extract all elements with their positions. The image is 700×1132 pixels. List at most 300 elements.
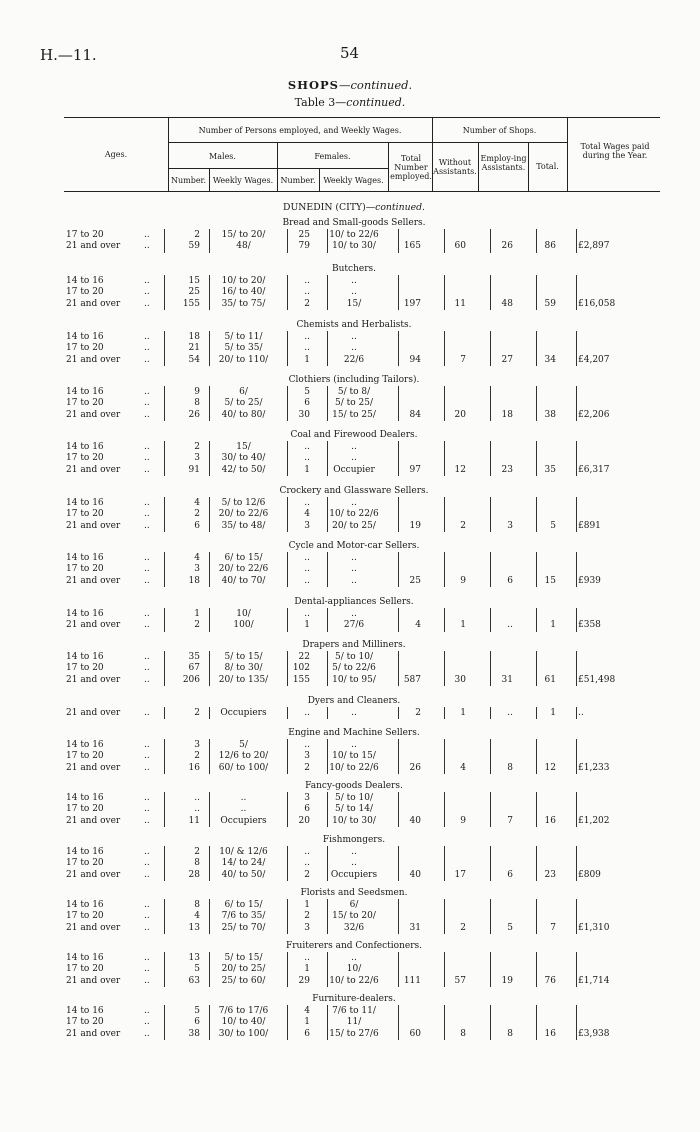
male-wages: 25/ to 60/: [221, 975, 266, 986]
column-rule: [164, 707, 165, 719]
male-wages: 20/ to 22/6: [218, 509, 269, 520]
age-range: 14 to 16: [66, 900, 104, 910]
table-row: [0, 553, 700, 564]
table-row: [0, 953, 700, 964]
column-rule: [398, 608, 399, 632]
col-without-assistants: Without Assistants.: [433, 158, 477, 176]
table-row: [0, 343, 700, 354]
column-rule: [444, 952, 445, 987]
shops-employing-assistants: 6: [507, 575, 513, 586]
column-rule: [209, 651, 210, 686]
leader-dots: ..: [144, 498, 150, 508]
column-rule: [164, 331, 165, 366]
column-rule: [327, 1005, 328, 1040]
category-totals-row: [0, 465, 700, 476]
shops-employing-assistants: 31: [501, 674, 513, 685]
table-row: [0, 793, 700, 804]
female-wages: ..: [351, 575, 357, 586]
male-wages: 10/ to 20/: [221, 276, 266, 286]
column-rule: [164, 275, 165, 310]
male-wages: 30/ to 40/: [221, 453, 266, 464]
column-rule: [444, 651, 445, 686]
age-range: 17 to 20: [66, 751, 104, 762]
column-rule: [536, 1005, 537, 1040]
male-wages: 8/ to 30/: [224, 663, 263, 674]
leader-dots: ..: [144, 708, 150, 718]
column-rule: [398, 386, 399, 421]
male-number: 3: [194, 740, 200, 750]
male-number: 2: [194, 620, 200, 631]
leader-dots: ..: [144, 509, 150, 520]
leader-dots: ..: [144, 230, 150, 240]
male-wages: 40/ to 50/: [221, 869, 266, 880]
column-rule: [536, 608, 537, 632]
shops-without-assistants: 20: [454, 409, 466, 420]
column-rule: [287, 1005, 288, 1040]
column-rule: [444, 792, 445, 827]
female-wages: ..: [351, 609, 357, 619]
col-female-wages: Weekly Wages.: [323, 176, 384, 185]
female-wages: 10/ to 95/: [332, 674, 376, 685]
column-rule: [444, 552, 445, 587]
table-row: [0, 398, 700, 409]
age-range: 14 to 16: [66, 276, 104, 286]
column-rule: [327, 899, 328, 934]
female-wages: 15/ to 27/6: [329, 1028, 379, 1039]
female-number: 1: [304, 354, 310, 365]
total-employed: 94: [409, 354, 421, 365]
table-row: [0, 609, 700, 620]
col-persons-group: Number of Persons employed, and Weekly Wages.: [198, 126, 402, 135]
female-number: ..: [304, 276, 310, 286]
column-rule: [576, 275, 577, 310]
table-row: [0, 276, 700, 287]
column-rule: [444, 497, 445, 532]
column-rule: [536, 441, 537, 476]
shops-total: 12: [544, 762, 556, 773]
category-heading: Dental-appliances Sellers.: [294, 597, 414, 607]
male-wages: 60/ to 100/: [218, 762, 269, 773]
shops-total: 76: [544, 975, 556, 986]
column-rule: [287, 441, 288, 476]
table-row: [0, 442, 700, 453]
age-range: 21 and over: [66, 520, 121, 531]
female-number: ..: [304, 343, 310, 354]
male-number: 4: [194, 498, 200, 508]
male-number: 18: [188, 575, 200, 586]
female-wages: ..: [351, 343, 357, 354]
column-rule: [209, 792, 210, 827]
female-number: 3: [304, 922, 310, 933]
column-rule: [327, 739, 328, 774]
category-totals-row: [0, 299, 700, 310]
age-range: 21 and over: [66, 575, 121, 586]
table-row: [0, 1006, 700, 1017]
column-rule: [164, 846, 165, 881]
female-number: ..: [304, 953, 310, 963]
table-row: [0, 1017, 700, 1028]
column-rule: [327, 386, 328, 421]
column-rule: [164, 651, 165, 686]
male-number: 16: [188, 762, 200, 773]
male-wages: 48/: [236, 241, 251, 252]
female-wages: ..: [351, 498, 357, 508]
male-number: 206: [182, 674, 200, 685]
column-rule: [209, 1005, 210, 1040]
column-rule: [444, 229, 445, 253]
column-rule: [164, 229, 165, 253]
city-name: DUNEDIN (CITY): [283, 202, 366, 213]
column-rule: [490, 651, 491, 686]
female-number: 3: [304, 751, 310, 762]
female-wages: ..: [351, 708, 357, 718]
female-number: ..: [304, 287, 310, 298]
female-number: 25: [298, 230, 310, 240]
column-rule: [576, 608, 577, 632]
leader-dots: ..: [144, 241, 150, 252]
category-heading: Drapers and Milliners.: [302, 640, 406, 650]
leader-dots: ..: [144, 740, 150, 750]
shops-total: 34: [544, 354, 556, 365]
male-number: ..: [194, 793, 200, 803]
male-number: 4: [194, 911, 200, 922]
column-rule: [209, 739, 210, 774]
female-wages: ..: [351, 276, 357, 286]
leader-dots: ..: [144, 900, 150, 910]
female-number: 2: [304, 869, 310, 880]
column-rule: [444, 707, 445, 719]
title-cont: —continued.: [338, 78, 413, 92]
female-wages: 10/ to 22/6: [329, 762, 379, 773]
table-row: [0, 858, 700, 869]
total-employed: 587: [403, 674, 421, 685]
male-number: 8: [194, 900, 200, 910]
female-number: ..: [304, 575, 310, 586]
age-range: 14 to 16: [66, 1006, 104, 1016]
column-rule: [444, 846, 445, 881]
male-wages: 5/ to 35/: [224, 343, 263, 354]
male-wages: 5/ to 15/: [224, 652, 263, 662]
category-heading: Bread and Small-goods Sellers.: [282, 218, 426, 228]
male-wages: 16/ to 40/: [221, 287, 266, 298]
column-rule: [209, 229, 210, 253]
total-employed: 97: [409, 464, 421, 475]
female-wages: 15/ to 20/: [332, 911, 376, 922]
female-wages: 22/6: [343, 354, 365, 365]
table-subtitle: [0, 96, 700, 109]
city-cont: —continued.: [365, 202, 425, 213]
category-heading: Butchers.: [332, 264, 376, 274]
female-wages: 32/6: [343, 922, 365, 933]
category-totals-row: [0, 620, 700, 631]
age-range: 14 to 16: [66, 498, 104, 508]
column-rule: [444, 275, 445, 310]
total-wages: £16,058: [578, 298, 616, 309]
column-rule: [490, 739, 491, 774]
age-range: 17 to 20: [66, 1017, 104, 1028]
male-number: 38: [188, 1028, 200, 1039]
female-number: 22: [298, 652, 310, 662]
male-wages: 40/ to 70/: [221, 575, 266, 586]
female-number: 20: [298, 815, 310, 826]
leader-dots: ..: [144, 276, 150, 286]
table-row: [0, 230, 700, 241]
column-rule: [536, 331, 537, 366]
category-heading: Crockery and Glassware Sellers.: [279, 486, 429, 496]
leader-dots: ..: [144, 575, 150, 586]
column-rule: [490, 497, 491, 532]
shops-employing-assistants: 8: [507, 762, 513, 773]
shops-total: 38: [544, 409, 556, 420]
shops-without-assistants: 9: [460, 575, 466, 586]
male-number: 6: [194, 1017, 200, 1028]
shops-without-assistants: 2: [460, 922, 466, 933]
column-rule: [576, 739, 577, 774]
female-number: 1: [304, 620, 310, 631]
shops-employing-assistants: 6: [507, 869, 513, 880]
table-label: Table 3: [294, 96, 336, 109]
shops-total: 5: [550, 520, 556, 531]
male-number: 25: [188, 287, 200, 298]
leader-dots: ..: [144, 975, 150, 986]
female-number: 1: [304, 900, 310, 910]
shops-without-assistants: 7: [460, 354, 466, 365]
female-number: 79: [298, 241, 310, 252]
column-rule: [327, 552, 328, 587]
column-rule: [287, 792, 288, 827]
column-rule: [327, 331, 328, 366]
male-wages: 7/6 to 17/6: [218, 1006, 269, 1016]
column-rule: [287, 275, 288, 310]
table-row: [0, 453, 700, 464]
column-rule: [576, 792, 577, 827]
total-wages: £2,897: [578, 241, 610, 252]
column-rule: [576, 441, 577, 476]
leader-dots: ..: [144, 953, 150, 963]
leader-dots: ..: [144, 442, 150, 452]
total-employed: 165: [403, 241, 421, 252]
male-wages: 5/ to 25/: [224, 398, 263, 409]
column-rule: [398, 552, 399, 587]
column-rule: [327, 707, 328, 719]
column-rule: [576, 846, 577, 881]
leader-dots: ..: [144, 1006, 150, 1016]
column-rule: [490, 899, 491, 934]
male-number: 26: [188, 409, 200, 420]
male-number: 2: [194, 708, 200, 718]
male-wages: 30/ to 100/: [218, 1028, 269, 1039]
female-wages: ..: [351, 740, 357, 750]
column-rule: [490, 552, 491, 587]
column-rule: [576, 899, 577, 934]
column-rule: [209, 552, 210, 587]
female-wages: ..: [351, 953, 357, 963]
male-number: 18: [188, 332, 200, 342]
table-row: [0, 751, 700, 762]
shops-without-assistants: 60: [454, 241, 466, 252]
column-rule: [164, 441, 165, 476]
column-rule: [444, 331, 445, 366]
female-wages: 27/6: [343, 620, 365, 631]
column-rule: [576, 1005, 577, 1040]
age-range: 21 and over: [66, 464, 121, 475]
col-ages: Ages.: [104, 150, 128, 159]
column-rule: [398, 707, 399, 719]
category-totals-row: [0, 1029, 700, 1040]
leader-dots: ..: [144, 298, 150, 309]
leader-dots: ..: [144, 332, 150, 342]
female-number: 4: [304, 1006, 310, 1016]
male-wages: 25/ to 70/: [221, 922, 266, 933]
category-heading: Fruiterers and Confectioners.: [286, 941, 422, 951]
column-rule: [287, 707, 288, 719]
male-number: 13: [188, 953, 200, 963]
leader-dots: ..: [144, 793, 150, 803]
male-number: 67: [188, 663, 200, 674]
female-number: 1: [304, 1017, 310, 1028]
age-range: 17 to 20: [66, 564, 104, 575]
column-rule: [490, 331, 491, 366]
age-range: 21 and over: [66, 708, 121, 718]
age-range: 17 to 20: [66, 663, 104, 674]
category-heading: Chemists and Herbalists.: [296, 320, 412, 330]
column-rule: [444, 386, 445, 421]
column-rule: [398, 792, 399, 827]
age-range: 14 to 16: [66, 652, 104, 662]
category-totals-row: [0, 763, 700, 774]
male-number: 13: [188, 922, 200, 933]
shops-employing-assistants: 19: [501, 975, 513, 986]
leader-dots: ..: [144, 652, 150, 662]
shops-total: 7: [550, 922, 556, 933]
male-wages: 35/ to 48/: [221, 520, 266, 531]
column-rule: [490, 386, 491, 421]
column-rule: [164, 792, 165, 827]
female-number: ..: [304, 564, 310, 575]
female-number: 3: [304, 520, 310, 531]
total-employed: 25: [409, 575, 421, 586]
female-wages: ..: [351, 553, 357, 563]
shops-without-assistants: 11: [454, 298, 466, 309]
age-range: 21 and over: [66, 674, 121, 685]
age-range: 21 and over: [66, 975, 121, 986]
column-rule: [287, 552, 288, 587]
female-wages: 15/ to 25/: [332, 409, 376, 420]
column-rule: [209, 275, 210, 310]
column-rule: [398, 952, 399, 987]
age-range: 17 to 20: [66, 509, 104, 520]
male-number: 11: [188, 815, 200, 826]
column-rule: [398, 497, 399, 532]
male-number: 3: [194, 453, 200, 464]
age-range: 14 to 16: [66, 553, 104, 563]
female-number: ..: [304, 740, 310, 750]
female-number: 30: [298, 409, 310, 420]
table-row: [0, 847, 700, 858]
column-rule: [209, 608, 210, 632]
column-rule: [327, 792, 328, 827]
leader-dots: ..: [144, 1028, 150, 1039]
column-rule: [327, 229, 328, 253]
shops-total: 16: [544, 1028, 556, 1039]
column-rule: [398, 739, 399, 774]
leader-dots: ..: [144, 922, 150, 933]
age-range: 17 to 20: [66, 343, 104, 354]
female-number: ..: [304, 609, 310, 619]
shops-without-assistants: 9: [460, 815, 466, 826]
leader-dots: ..: [144, 287, 150, 298]
column-rule: [287, 608, 288, 632]
table-title: [0, 78, 700, 92]
column-rule: [536, 229, 537, 253]
shops-total: 59: [544, 298, 556, 309]
table-row: [0, 387, 700, 398]
page-header-left: H.—11.: [40, 46, 97, 64]
column-rule: [576, 707, 577, 719]
column-rule: [287, 739, 288, 774]
leader-dots: ..: [144, 387, 150, 397]
male-number: ..: [194, 804, 200, 815]
leader-dots: ..: [144, 409, 150, 420]
shops-without-assistants: 1: [460, 708, 466, 718]
total-wages: £1,310: [578, 922, 610, 933]
total-wages: £2,206: [578, 409, 610, 420]
shops-total: 15: [544, 575, 556, 586]
total-employed: 31: [409, 922, 421, 933]
shops-without-assistants: 2: [460, 520, 466, 531]
female-wages: Occupiers: [330, 869, 378, 880]
female-number: 1: [304, 964, 310, 975]
leader-dots: ..: [144, 751, 150, 762]
column-rule: [444, 441, 445, 476]
col-male-number: Number.: [170, 176, 207, 185]
shops-without-assistants: 8: [460, 1028, 466, 1039]
male-wages: 100/: [233, 620, 254, 631]
column-rule: [287, 846, 288, 881]
female-number: ..: [304, 708, 310, 718]
female-wages: 5/ to 8/: [337, 387, 371, 397]
male-wages: 20/ to 22/6: [218, 564, 269, 575]
male-number: 4: [194, 553, 200, 563]
male-number: 21: [188, 343, 200, 354]
male-number: 6: [194, 520, 200, 531]
table-row: [0, 964, 700, 975]
category-heading: Cycle and Motor-car Sellers.: [288, 541, 420, 551]
column-rule: [536, 497, 537, 532]
female-number: ..: [304, 498, 310, 508]
female-number: 102: [292, 663, 310, 674]
column-rule: [287, 899, 288, 934]
category-heading: Fishmongers.: [322, 835, 386, 845]
male-number: 2: [194, 442, 200, 452]
female-number: 2: [304, 298, 310, 309]
male-wages: 40/ to 80/: [221, 409, 266, 420]
male-number: 2: [194, 847, 200, 857]
column-rule: [287, 229, 288, 253]
column-rule: [164, 899, 165, 934]
total-wages: £1,714: [578, 975, 610, 986]
male-wages: Occupiers: [220, 815, 267, 826]
female-number: ..: [304, 453, 310, 464]
column-rule: [490, 1005, 491, 1040]
column-rule: [490, 229, 491, 253]
female-wages: ..: [351, 442, 357, 452]
column-rule: [209, 331, 210, 366]
total-wages: £939: [578, 575, 601, 586]
column-rule: [576, 229, 577, 253]
shops-without-assistants: 4: [460, 762, 466, 773]
male-number: 2: [194, 751, 200, 762]
